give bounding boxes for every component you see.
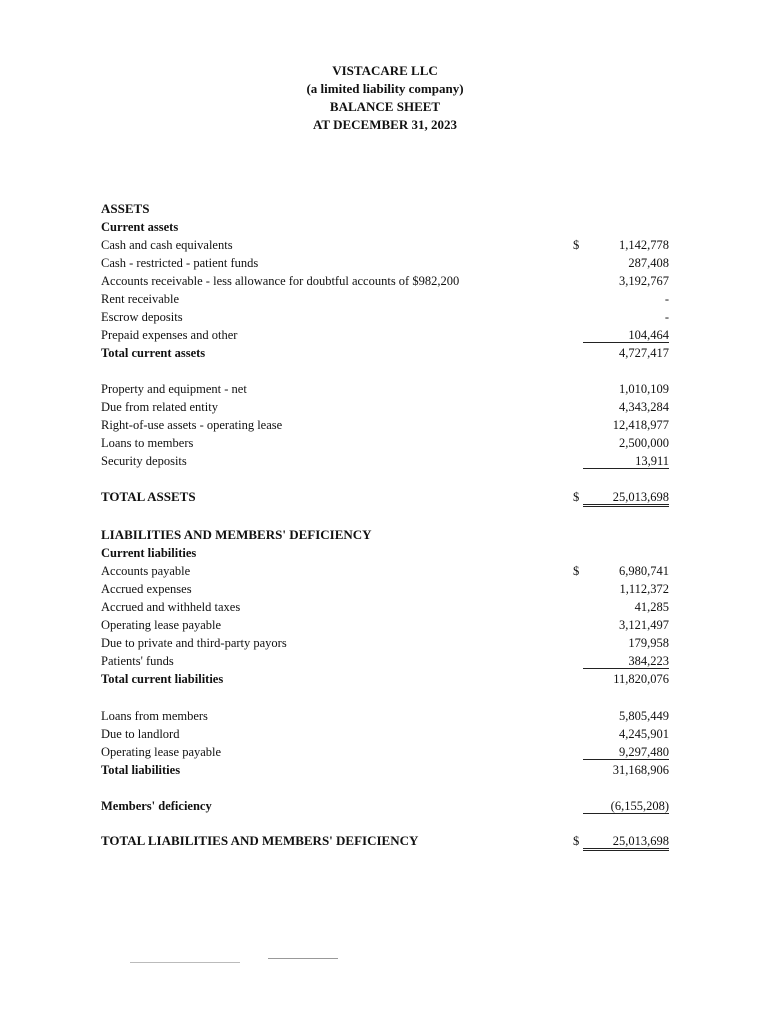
currency-symbol: $ — [573, 238, 580, 252]
entity-type: (a limited liability company) — [306, 81, 464, 96]
line-label: Accounts payable — [101, 564, 191, 578]
line-label: Accrued and withheld taxes — [101, 600, 241, 614]
total-assets-row — [101, 488, 669, 506]
current-assets-heading-row — [101, 218, 669, 236]
assets-heading: ASSETS — [101, 201, 150, 216]
scan-artifact — [268, 958, 338, 959]
line-label: Escrow deposits — [101, 310, 183, 324]
line-label: Due from related entity — [101, 400, 218, 414]
line-label: Rent receivable — [101, 292, 180, 306]
currency-symbol: $ — [573, 834, 580, 848]
line-item — [101, 452, 669, 470]
line-label: Total liabilities — [101, 763, 181, 777]
line-label: Operating lease payable — [101, 618, 222, 632]
grand-total-row — [101, 832, 669, 850]
line-amount: 384,223 — [583, 652, 669, 669]
line-item — [101, 254, 669, 272]
line-amount: 287,408 — [628, 256, 669, 270]
line-amount: 9,297,480 — [583, 743, 669, 760]
subtotal-row — [101, 670, 669, 688]
currency-symbol: $ — [573, 490, 580, 504]
line-label: Patients' funds — [101, 654, 174, 668]
line-amount: 4,245,901 — [619, 727, 669, 741]
line-amount: 104,464 — [583, 326, 669, 343]
line-item — [101, 434, 669, 452]
line-amount: 41,285 — [634, 600, 669, 614]
line-item — [101, 707, 669, 725]
line-label: Accrued expenses — [101, 582, 192, 596]
assets-heading-row — [101, 200, 669, 218]
line-item — [101, 743, 669, 761]
line-label: Loans to members — [101, 436, 194, 450]
line-item — [101, 580, 669, 598]
members-deficiency-row — [101, 797, 669, 815]
line-amount: 179,958 — [628, 636, 669, 650]
line-amount: - — [664, 292, 669, 306]
line-amount: 1,142,778 — [619, 238, 669, 252]
current-liabilities-heading-row — [101, 544, 669, 562]
line-amount: 2,500,000 — [619, 436, 669, 450]
line-item — [101, 616, 669, 634]
line-item — [101, 380, 669, 398]
line-label: Accounts receivable - less allowance for doubtful accounts of $982,200 — [101, 274, 460, 288]
scan-artifact — [130, 962, 240, 963]
line-amount: 12,418,977 — [612, 418, 669, 432]
liabilities-heading-row — [101, 526, 669, 544]
line-item — [101, 272, 669, 290]
line-amount: (6,155,208) — [583, 797, 669, 814]
statement-date: AT DECEMBER 31, 2023 — [313, 117, 457, 132]
line-item — [101, 326, 669, 344]
subtotal-row — [101, 344, 669, 362]
line-label: Due to landlord — [101, 727, 180, 741]
line-label: Security deposits — [101, 454, 187, 468]
current-assets-heading: Current assets — [101, 220, 179, 234]
line-label: Cash - restricted - patient funds — [101, 256, 259, 270]
line-label: Property and equipment - net — [101, 382, 247, 396]
line-amount: 25,013,698 — [583, 832, 669, 851]
line-item — [101, 398, 669, 416]
line-item — [101, 725, 669, 743]
line-amount: - — [664, 310, 669, 324]
line-amount: 31,168,906 — [612, 763, 669, 777]
line-item — [101, 652, 669, 670]
line-amount: 6,980,741 — [619, 564, 669, 578]
current-liabilities-heading: Current liabilities — [101, 546, 197, 560]
statement-header — [0, 62, 770, 134]
line-amount: 1,010,109 — [619, 382, 669, 396]
currency-symbol: $ — [573, 564, 580, 578]
line-label: Operating lease payable — [101, 745, 222, 759]
line-item — [101, 236, 669, 254]
line-label: Loans from members — [101, 709, 208, 723]
line-item — [101, 562, 669, 580]
line-label: Total current assets — [101, 346, 206, 360]
line-label: Total current liabilities — [101, 672, 224, 686]
line-label: TOTAL ASSETS — [101, 489, 196, 504]
line-item — [101, 416, 669, 434]
line-item — [101, 308, 669, 326]
line-amount: 11,820,076 — [613, 672, 669, 686]
line-amount: 13,911 — [583, 452, 669, 469]
company-name: VISTACARE LLC — [332, 63, 438, 78]
line-amount: 25,013,698 — [583, 488, 669, 507]
line-amount: 1,112,372 — [619, 582, 669, 596]
line-label: TOTAL LIABILITIES AND MEMBERS' DEFICIENCY — [101, 833, 419, 848]
line-amount: 3,192,767 — [619, 274, 669, 288]
line-label: Due to private and third-party payors — [101, 636, 287, 650]
liabilities-heading: LIABILITIES AND MEMBERS' DEFICIENCY — [101, 527, 372, 542]
line-amount: 4,343,284 — [619, 400, 669, 414]
line-label: Cash and cash equivalents — [101, 238, 233, 252]
line-amount: 3,121,497 — [619, 618, 669, 632]
line-label: Right-of-use assets - operating lease — [101, 418, 283, 432]
statement-title: BALANCE SHEET — [329, 99, 441, 114]
line-item — [101, 634, 669, 652]
line-amount: 5,805,449 — [619, 709, 669, 723]
line-item — [101, 598, 669, 616]
line-label: Prepaid expenses and other — [101, 328, 238, 342]
line-label: Members' deficiency — [101, 799, 212, 813]
subtotal-row — [101, 761, 669, 779]
line-amount: 4,727,417 — [619, 346, 669, 360]
line-item — [101, 290, 669, 308]
